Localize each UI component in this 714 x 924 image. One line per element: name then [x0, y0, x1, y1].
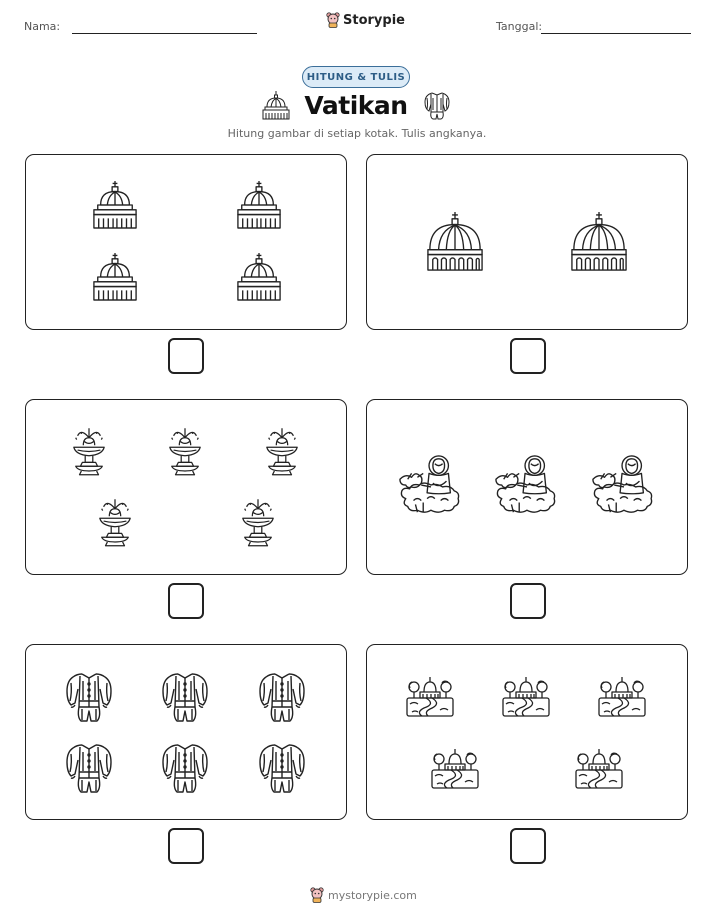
basilica-icon — [262, 90, 290, 120]
answer-box-1[interactable] — [168, 338, 204, 374]
exercise-card-6 — [366, 644, 688, 820]
swiss-guard-uniform-icon — [65, 742, 113, 794]
vatican-garden-icon — [502, 674, 550, 718]
swiss-guard-uniform-icon — [258, 742, 306, 794]
saint-with-dove-icon — [398, 454, 462, 518]
fountain-icon — [263, 426, 301, 476]
answer-box-2[interactable] — [510, 338, 546, 374]
name-field[interactable] — [72, 33, 257, 34]
date-label: Tanggal: — [496, 20, 543, 33]
answer-box-6[interactable] — [510, 828, 546, 864]
page-title: Vatikan — [304, 90, 408, 120]
swiss-guard-uniform-icon — [161, 671, 209, 723]
exercise-card-2 — [366, 154, 688, 330]
brand-name: Storypie — [343, 12, 405, 28]
footer-url: mystorypie.com — [328, 888, 417, 902]
answer-box-3[interactable] — [168, 583, 204, 619]
fountain-icon — [96, 497, 134, 547]
footer — [310, 887, 417, 903]
vatican-garden-icon — [406, 674, 454, 718]
vatican-garden-icon — [598, 674, 646, 718]
fountain-icon — [70, 426, 108, 476]
answer-box-5[interactable] — [168, 828, 204, 864]
vatican-garden-icon — [575, 746, 623, 790]
exercise-card-1 — [25, 154, 347, 330]
swiss-guard-uniform-icon — [161, 742, 209, 794]
storypie-mascot-icon — [326, 12, 340, 28]
saint-with-dove-icon — [591, 454, 655, 518]
saint-with-dove-icon — [494, 454, 558, 518]
fountain-icon — [166, 426, 204, 476]
basilica-icon — [92, 179, 138, 231]
swiss-guard-uniform-icon — [422, 90, 452, 120]
fountain-icon — [239, 497, 277, 547]
basilica-icon — [236, 251, 282, 303]
basilica-icon — [236, 179, 282, 231]
vatican-garden-icon — [431, 746, 479, 790]
storypie-mascot-icon — [310, 887, 324, 903]
dome-icon — [570, 210, 628, 274]
swiss-guard-uniform-icon — [258, 671, 306, 723]
date-field[interactable] — [541, 33, 691, 34]
brand-logo — [326, 12, 405, 28]
swiss-guard-uniform-icon — [65, 671, 113, 723]
name-label: Nama: — [24, 20, 61, 33]
dome-icon — [426, 210, 484, 274]
instructions: Hitung gambar di setiap kotak. Tulis angkanya. — [227, 127, 487, 140]
activity-badge: HITUNG & TULIS — [302, 66, 410, 88]
basilica-icon — [92, 251, 138, 303]
answer-box-4[interactable] — [510, 583, 546, 619]
